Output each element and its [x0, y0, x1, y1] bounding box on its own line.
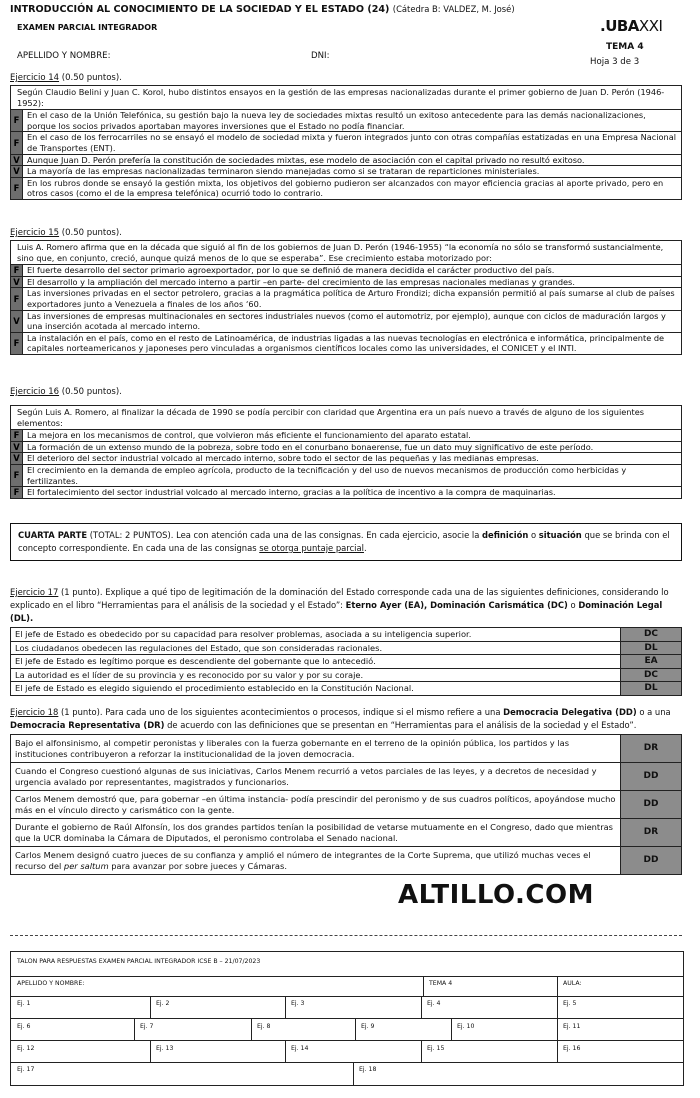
divider — [421, 1040, 422, 1062]
answer-cell: DD — [621, 763, 682, 791]
talon-ej-14: Ej. 14 — [291, 1045, 309, 1052]
divider — [251, 1018, 252, 1040]
definition: El jefe de Estado es elegido siguiendo el procedimiento establecido en la Constitución Nacional. — [11, 682, 621, 696]
exam-type: EXAMEN PARCIAL INTEGRADOR — [17, 23, 158, 32]
catedra: (Cátedra B: VALDEZ, M. José) — [392, 4, 515, 14]
tema-label: TEMA 4 — [606, 42, 644, 52]
cuarta-underlined: se otorga puntaje parcial — [259, 543, 364, 553]
ej18-table — [10, 734, 682, 875]
table-row — [11, 763, 682, 791]
divider — [285, 996, 286, 1018]
page-counter: Hoja 3 de 3 — [590, 57, 640, 67]
statement: Las inversiones privadas en el sector petrolero, gracias a la pragmática política de Arturo Frondizi; dicha expansión permitió al país sumarse al club de países exportadores junto a Venezuela a finales de los años ‘60. — [23, 288, 682, 310]
talon-ej-5: Ej. 5 — [563, 1000, 577, 1007]
talon-ej-10: Ej. 10 — [457, 1023, 475, 1030]
statement: La mayoría de las empresas nacionalizadas terminaron siendo manejadas como si se trataran de reparticiones ministeriales. — [23, 166, 682, 178]
event: Durante el gobierno de Raúl Alfonsín, los dos grandes partidos tenían la posibilidad de vetarse mutuamente en el Congreso, dado que mientras que la UCR dominaba la Cámara de Diputados, el peronismo controlaba el Senado nacional. — [11, 819, 621, 847]
table-row — [11, 464, 682, 486]
divider — [11, 976, 683, 977]
uba-logo-thin: XXI — [638, 17, 663, 35]
table-row — [11, 288, 682, 310]
answer-cell: F — [11, 265, 23, 277]
talon-ej-16: Ej. 16 — [563, 1045, 581, 1052]
ej14-label: Ejercicio 14 — [10, 73, 60, 83]
answer-cell: F — [11, 288, 23, 310]
answer-cell: DD — [621, 847, 682, 875]
table-row — [11, 177, 682, 199]
ej14-points: (0.50 puntos). — [59, 73, 122, 83]
divider — [557, 1040, 558, 1062]
table-row — [11, 791, 682, 819]
statement: El crecimiento en la demanda de empleo agrícola, producto de la tecnificación y del uso de nuevos mecanismos de producción como herbicidas y fertilizantes. — [23, 464, 682, 486]
talon-ej-13: Ej. 13 — [156, 1045, 174, 1052]
answer-cell: DR — [621, 819, 682, 847]
event-italic: per saltum — [63, 860, 109, 871]
uba-logo — [600, 17, 662, 35]
ej17-instructions — [10, 586, 685, 625]
talon-ej-11: Ej. 11 — [563, 1023, 581, 1030]
ej17-text: (1 punto). Explique a qué tipo de legitimación de la dominación del Estado corresponde cada una de las siguientes definiciones, considerando lo explicado en el libro “Herramientas para el análisis de la sociedad y el Estado”: — [10, 587, 669, 610]
answer-cell: DL — [621, 682, 682, 696]
talon-ej-8: Ej. 8 — [257, 1023, 271, 1030]
definition: La autoridad es el líder de su provincia y es reconocido por su valor y por su coraje. — [11, 668, 621, 682]
ej17-options: Dominación Legal (DL). — [10, 600, 663, 623]
cuarta-bold: situación — [538, 530, 582, 540]
table-row — [11, 453, 682, 465]
definition: El jefe de Estado es legítimo porque es descendiente del gobernante que lo antecedió. — [11, 655, 621, 669]
cuarta-bold: definición — [482, 530, 529, 540]
talon-tema: TEMA 4 — [429, 980, 453, 987]
statement: Las inversiones de empresas multinacionales en sectores industriales nuevos (como el automotriz, por ejemplo), aunque con ciclos de maduración largos y una inserción acotada al mercado interno. — [23, 310, 682, 332]
ej15-table — [10, 240, 682, 355]
answer-cell: DC — [621, 628, 682, 642]
statement: En el caso de la Unión Telefónica, su gestión bajo la nueva ley de sociedades mixtas resultó un exitoso antecedente para las demás nacionalizaciones, porque los socios privados aportaban mayores inversiones que el Estado no podía financiar. — [23, 110, 682, 132]
table-row — [11, 682, 682, 696]
ej15-intro: Luis A. Romero afirma que en la década que siguió al fin de los gobiernos de Juan D. Perón (1946-1955) “la economía no sólo se transformó sustancialmente, sino que, en conjunto, creció, aunque quizá menos de lo que se esperaba”. Ese crecimiento estaba motorizado por: — [11, 241, 682, 265]
ej17-table — [10, 627, 682, 696]
table-row — [11, 430, 682, 442]
talon-ej-17: Ej. 17 — [17, 1066, 35, 1073]
table-row — [11, 641, 682, 655]
statement: Aunque Juan D. Perón prefería la constitución de sociedades mixtas, ese modelo de asociación con el capital privado no resultó exitoso. — [23, 154, 682, 166]
uba-logo-bold: .UBA — [600, 17, 639, 35]
statement: El fortalecimiento del sector industrial volcado al mercado interno, gracias a la política de incentivo a la compra de maquinarias. — [23, 487, 682, 499]
table-row — [11, 655, 682, 669]
talon-aula: AULA: — [563, 980, 582, 987]
statement: En los rubros donde se ensayó la gestión mixta, los objetivos del gobierno pudieron ser alcanzados con mayor eficiencia gracias al aporte privado, pero en otros casos (como el de la empresa telefónica) ocurrió todo lo contrario. — [23, 177, 682, 199]
answer-cell: DC — [621, 668, 682, 682]
answer-cell: F — [11, 464, 23, 486]
cuarta-text: o — [528, 530, 539, 540]
answer-slip — [10, 951, 684, 1086]
divider — [421, 996, 422, 1018]
talon-apellido: APELLIDO Y NOMBRE: — [17, 980, 85, 987]
table-row — [11, 819, 682, 847]
answer-cell: V — [11, 453, 23, 465]
talon-ej-4: Ej. 4 — [427, 1000, 441, 1007]
statement: El fuerte desarrollo del sector primario agroexportador, por lo que se definió de manera decidida el carácter productivo del país. — [23, 265, 682, 277]
apellido-label: APELLIDO Y NOMBRE: — [17, 51, 111, 61]
ej17-text: o — [567, 600, 579, 610]
table-row — [11, 265, 682, 277]
answer-cell: V — [11, 441, 23, 453]
divider — [423, 976, 424, 996]
divider — [451, 1018, 452, 1040]
table-row — [11, 847, 682, 875]
ej18-text: de acuerdo con las definiciones que se presentan en “Herramientas para el análisis de la sociedad y el Estado”. — [164, 720, 637, 730]
table-row — [11, 735, 682, 763]
ej18-bold: Democracia Delegativa (DD) — [503, 707, 637, 717]
ej18-text: (1 punto). Para cada uno de los siguientes acontecimientos o procesos, indique si el mismo refiere a una — [58, 707, 504, 717]
divider — [150, 1040, 151, 1062]
ej14-heading — [10, 73, 122, 83]
talon-ej-15: Ej. 15 — [427, 1045, 445, 1052]
course-title: INTRODUCCIÓN AL CONOCIMIENTO DE LA SOCIEDAD Y EL ESTADO (24) — [10, 4, 390, 15]
talon-ej-9: Ej. 9 — [361, 1023, 375, 1030]
cuarta-text: que se brinda con el concepto correspondiente. En cada una de las consignas — [18, 530, 670, 553]
definition: Los ciudadanos obedecen las regulaciones del Estado, que son consideradas racionales. — [11, 641, 621, 655]
talon-ej-3: Ej. 3 — [291, 1000, 305, 1007]
ej17-options: Eterno Ayer (EA), Dominación Carismática (DC) — [345, 600, 568, 610]
event: Carlos Menem demostró que, para gobernar –en última instancia- podía prescindir del peronismo y de sus cuadros políticos, apoyándose mucho más en el vínculo directo y carismático con la gente. — [11, 791, 621, 819]
ej18-instructions — [10, 706, 685, 732]
divider — [285, 1040, 286, 1062]
talon-ej-1: Ej. 1 — [17, 1000, 31, 1007]
ej17-label: Ejercicio 17 — [10, 587, 59, 597]
ej16-heading — [10, 387, 122, 397]
table-row — [11, 310, 682, 332]
table-row — [11, 132, 682, 154]
answer-cell: V — [11, 154, 23, 166]
table-row — [11, 441, 682, 453]
answer-cell: F — [11, 487, 23, 499]
divider — [11, 1062, 683, 1063]
divider — [353, 1062, 354, 1085]
cut-line — [10, 935, 682, 936]
divider — [11, 1040, 683, 1041]
talon-ej-18: Ej. 18 — [359, 1066, 377, 1073]
statement: El deterioro del sector industrial volcado al mercado interno, sobre todo el sector de las pequeñas y las medianas empresas. — [23, 453, 682, 465]
table-row — [11, 332, 682, 354]
answer-cell: F — [11, 332, 23, 354]
divider — [557, 996, 558, 1018]
divider — [150, 996, 151, 1018]
event-text: Carlos Menem designó cuatro jueces de su confianza y amplió el número de integrantes de la Corte Suprema, que utilizó muchas veces el recurso del — [15, 849, 591, 871]
event-text: para avanzar por sobre jueces y Cámaras. — [108, 860, 287, 871]
cuarta-parte-box — [10, 523, 682, 561]
statement: La instalación en el país, como en el resto de Latinoamérica, de industrias ligadas a las nuevas tecnologías en electrónica e informática, principalmente de capitales norteamericanos y japoneses pero vinculadas a organismos científicos locales como las universidades, el CONICET y el INTI. — [23, 332, 682, 354]
table-row — [11, 487, 682, 499]
talon-ej-7: Ej. 7 — [140, 1023, 154, 1030]
talon-ej-12: Ej. 12 — [17, 1045, 35, 1052]
divider — [11, 996, 683, 997]
statement: En el caso de los ferrocarriles no se ensayó el modelo de sociedad mixta y fueron integrados junto con otras compañías estatizadas en una Empresa Nacional de Transportes (ENT). — [23, 132, 682, 154]
ej16-points: (0.50 puntos). — [59, 387, 122, 397]
ej14-table — [10, 85, 682, 200]
event: Bajo el alfonsinismo, al competir peronistas y liberales con la fuerza gobernante en el terreno de la opinión pública, los partidos y las instituciones contribuyeron a reforzar la institucionalidad de la joven democracia. — [11, 735, 621, 763]
altillo-watermark: ALTILLO.COM — [398, 880, 594, 910]
ej14-intro: Según Claudio Belini y Juan C. Korol, hubo distintos ensayos en la gestión de las empresas nacionalizadas durante el primer gobierno de Juan D. Perón (1946-1952): — [11, 86, 682, 110]
ej16-label: Ejercicio 16 — [10, 387, 60, 397]
table-row — [11, 276, 682, 288]
answer-cell: V — [11, 310, 23, 332]
talon-ej-2: Ej. 2 — [156, 1000, 170, 1007]
statement: El desarrollo y la ampliación del mercado interno a partir –en parte- del crecimiento de las empresas nacionales medianas y grandes. — [23, 276, 682, 288]
table-row — [11, 628, 682, 642]
divider — [557, 1018, 558, 1040]
divider — [134, 1018, 135, 1040]
answer-cell: V — [11, 276, 23, 288]
talon-title: TALON PARA RESPUESTAS EXAMEN PARCIAL INTEGRADOR ICSE B – 21/07/2023 — [17, 958, 261, 965]
table-row — [11, 166, 682, 178]
page-title — [10, 4, 515, 15]
ej16-table — [10, 405, 682, 499]
definition: El jefe de Estado es obedecido por su capacidad para resolver problemas, asociada a su inteligencia superior. — [11, 628, 621, 642]
ej15-label: Ejercicio 15 — [10, 228, 60, 238]
ej18-bold: Democracia Representativa (DR) — [10, 720, 165, 730]
cuarta-heading: CUARTA PARTE — [18, 530, 88, 540]
event: Cuando el Congreso cuestionó algunas de sus iniciativas, Carlos Menem recurrió a vetos parciales de las leyes, y a decretos de necesidad y urgencia avalado por representantes, magistrados y funcionarios. — [11, 763, 621, 791]
answer-cell: DD — [621, 791, 682, 819]
answer-cell: F — [11, 132, 23, 154]
talon-ej-6: Ej. 6 — [17, 1023, 31, 1030]
statement: La formación de un extenso mundo de la pobreza, sobre todo en el conurbano bonaerense, fue un dato muy significativo de este período. — [23, 441, 682, 453]
answer-cell: F — [11, 110, 23, 132]
answer-cell: F — [11, 430, 23, 442]
table-row — [11, 110, 682, 132]
event — [11, 847, 621, 875]
dni-label: DNI: — [311, 51, 330, 61]
statement: La mejora en los mecanismos de control, que volvieron más eficiente el funcionamiento del aparato estatal. — [23, 430, 682, 442]
ej15-heading — [10, 228, 122, 238]
ej15-points: (0.50 puntos). — [59, 228, 122, 238]
answer-cell: DL — [621, 641, 682, 655]
table-row — [11, 154, 682, 166]
cuarta-text: . — [363, 543, 367, 553]
ej18-label: Ejercicio 18 — [10, 707, 59, 717]
answer-cell: V — [11, 166, 23, 178]
answer-cell: F — [11, 177, 23, 199]
answer-cell: EA — [621, 655, 682, 669]
table-row — [11, 668, 682, 682]
cuarta-text: (TOTAL: 2 PUNTOS). Lea con atención cada una de las consignas. En cada ejercicio, asocie la — [87, 530, 483, 540]
divider — [557, 976, 558, 996]
ej18-text: o a una — [636, 707, 671, 717]
divider — [11, 1018, 683, 1019]
answer-cell: DR — [621, 735, 682, 763]
divider — [355, 1018, 356, 1040]
ej16-intro: Según Luis A. Romero, al finalizar la década de 1990 se podía percibir con claridad que Argentina era un país nuevo a través de alguno de los siguientes elementos: — [11, 406, 682, 430]
